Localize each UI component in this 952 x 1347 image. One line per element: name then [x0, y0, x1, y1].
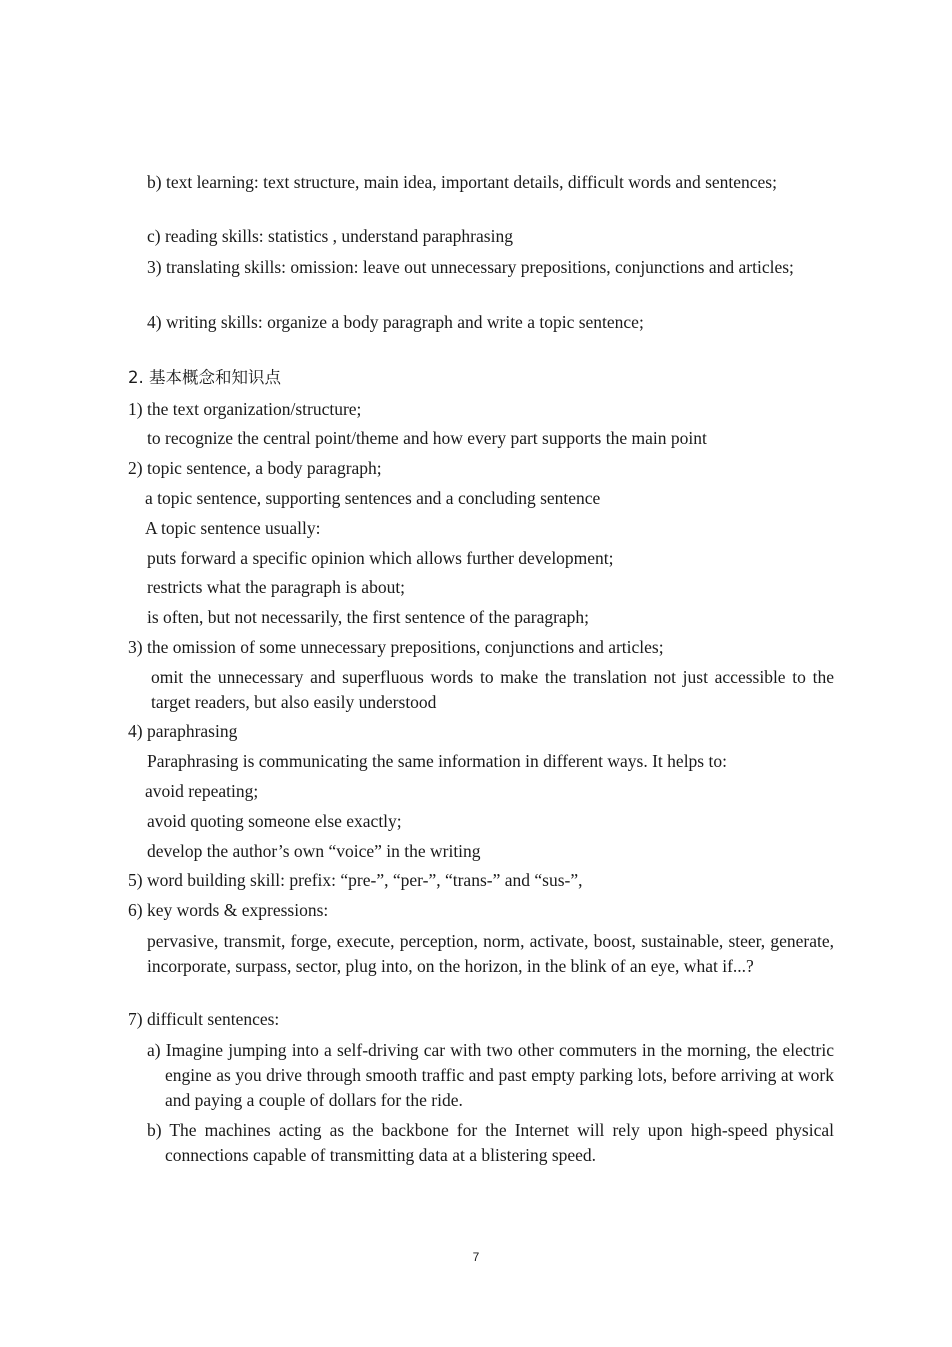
item-3-paragraph: omit the unnecessary and superfluous words to make the translation not just accessible to the target readers, but also easily understood [151, 667, 834, 712]
item-2-line: a topic sentence, supporting sentences and a concluding sentence [145, 488, 601, 508]
difficult-sentence-a: a) Imagine jumping into a self-driving car with two other commuters in the morning, the electric engine as you drive through smooth traffic and past empty parking lots, before arriving at work and paying a couple of dollars for the ride. [147, 1040, 834, 1110]
item-2-title: 2) topic sentence, a body paragraph; [128, 458, 382, 478]
item-2-line: puts forward a specific opinion which allows further development; [147, 548, 614, 568]
difficult-sentence-b: b) The machines acting as the backbone for the Internet will rely upon high-speed physical connections capable of transmitting data at a blistering speed. [147, 1120, 834, 1165]
item-4-line: avoid repeating; [145, 781, 259, 801]
item-1-line: to recognize the central point/theme and how every part supports the main point [147, 428, 707, 448]
text-learning-item: b) text learning: text structure, main idea, important details, difficult words and sentences; [147, 172, 777, 192]
item-2-line: restricts what the paragraph is about; [147, 577, 406, 597]
key-words-paragraph: pervasive, transmit, forge, execute, perception, norm, activate, boost, sustainable, steer, generate, incorporate, surpass, sector, plug into, on the horizon, in the blink of an eye, what if...? [147, 931, 834, 976]
item-4-title: 4) paraphrasing [128, 721, 238, 741]
item-2-line: A topic sentence usually: [145, 518, 321, 538]
item-2-line: is often, but not necessarily, the first sentence of the paragraph; [147, 607, 590, 627]
section-heading: 2. 基本概念和知识点 [128, 368, 281, 387]
writing-skills-item: 4) writing skills: organize a body paragraph and write a topic sentence; [147, 312, 644, 332]
item-4-line: develop the author’s own “voice” in the writing [147, 841, 481, 861]
reading-skills-item: c) reading skills: statistics , understand paraphrasing [147, 226, 513, 246]
translating-skills-item: 3) translating skills: omission: leave out unnecessary prepositions, conjunctions and articles; [147, 257, 794, 277]
item-7-title: 7) difficult sentences: [128, 1009, 280, 1029]
item-1-title: 1) the text organization/structure; [128, 399, 362, 419]
item-3-title: 3) the omission of some unnecessary prepositions, conjunctions and articles; [128, 637, 664, 657]
page-number: 7 [472, 1250, 480, 1264]
item-4-line: avoid quoting someone else exactly; [147, 811, 402, 831]
item-5-title: 5) word building skill: prefix: “pre-”, “per-”, “trans-” and “sus-”, [128, 870, 583, 890]
item-4-line: Paraphrasing is communicating the same information in different ways. It helps to: [147, 751, 727, 771]
item-6-title: 6) key words & expressions: [128, 900, 329, 920]
